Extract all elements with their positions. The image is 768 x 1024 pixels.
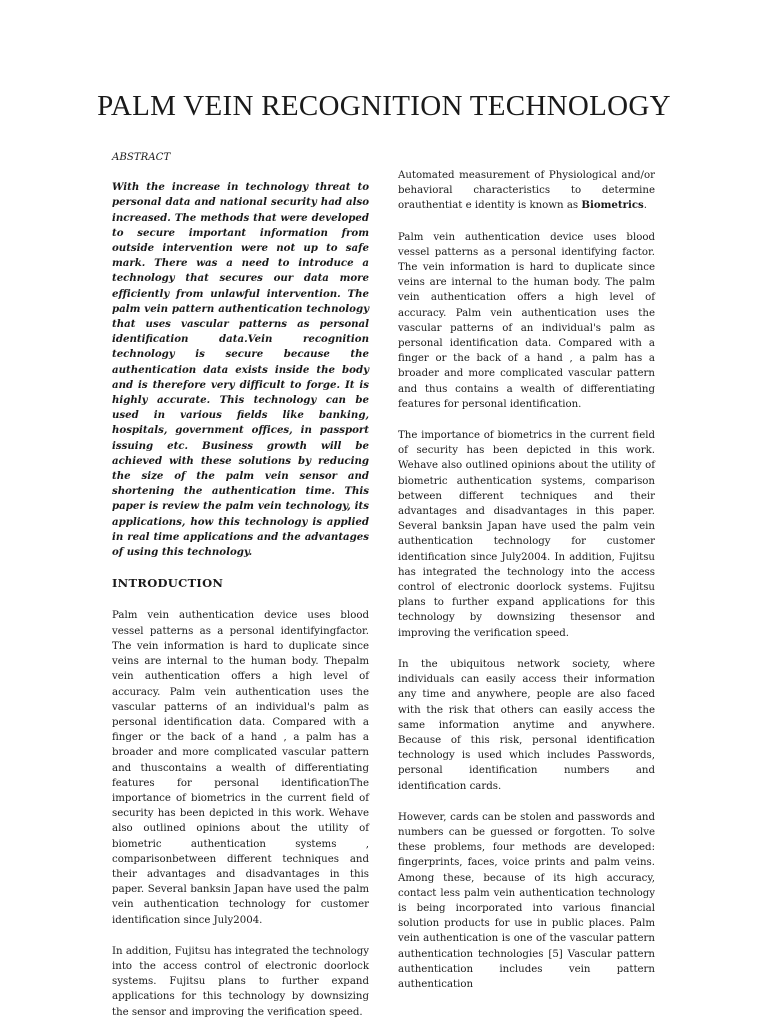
right-paragraph-4: In the ubiquitous network society, where individuals can easily access their information any time and anywhere, people are also faced with the risk that others can easily access the same information anytime and anywhere. Because of this risk, personal identification technology is used which includes Passwords, personal identification numbers and identification cards.	[398, 658, 655, 792]
page-title: PALM VEIN RECOGNITION TECHNOLOGY	[97, 90, 671, 122]
biometrics-definition-text: Automated measurement of Physiological and/or behavioral characteristics to determine orauthentiat e identity is known as	[398, 170, 655, 212]
biometrics-period: .	[643, 200, 648, 212]
abstract-heading: ABSTRACT	[112, 152, 171, 163]
intro-paragraph-2: In addition, Fujitsu has integrated the technology into the access control of electronic doorlock systems. Fujitsu plans to further expand applications for this technology by downsizing the sensor and improving the verification speed.	[112, 945, 369, 1018]
biometrics-term: Biometrics	[581, 199, 644, 212]
biometrics-definition-paragraph	[398, 168, 655, 214]
left-column	[112, 150, 369, 1020]
right-paragraph-3: The importance of biometrics in the current field of security has been depicted in this work. Wehave also outlined opinions about the utility of biometric authentication systems, comparison between different techniques and their advantages and disadvantages in this paper. Several banksin Japan have used the palm vein authentication technology for customer identification since July2004. In addition, Fujitsu has integrated the technology into the access control of electronic doorlock systems. Fujitsu plans to further expand applications for this technology by downsizing thesensor and improving the verification speed.	[398, 430, 655, 639]
abstract-body: With the increase in technology threat to personal data and national security had also increased. The methods that were developed to secure important information from outside intervention were not up to safe mark. There was a need to introduce a technology that secures our data more efficiently from unlawful intervention. The palm vein pattern authentication technology that uses vascular patterns as personal identification data.Vein recognition technology is secure because the authentication data exists inside the body and is therefore very difficult to forge. It is highly accurate. This technology can be used in various fields like banking, hospitals, government offices, in passport issuing etc. Business growth will be achieved with these solutions by reducing the size of the palm vein sensor and shortening the authentication time. This paper is review the palm vein technology, its applications, how this technology is applied in real time applications and the advantages of using this technology.	[112, 181, 369, 559]
intro-paragraph-1: Palm vein authentication device uses blood vessel patterns as a personal identifyingfactor. The vein information is hard to duplicate since veins are internal to the human body. Thepalm vein authentication offers a high level of accuracy. Palm vein authentication uses the vascular patterns of an individual's palm as personal identification data. Compared with a finger or the back of a hand , a palm has a broader and more complicated vascular pattern and thuscontains a wealth of differentiating features for personal identificationThe importance of biometrics in the current field of security has been depicted in this work. Wehave also outlined opinions about the utility of biometric authentication systems , comparisonbetween different techniques and their advantages and disadvantages in this paper. Several banksin Japan have used the palm vein authentication technology for customer identification since July2004.	[112, 610, 369, 926]
introduction-heading: INTRODUCTION	[112, 576, 224, 591]
right-paragraph-5: However, cards can be stolen and passwords and numbers can be guessed or forgotten. To solve these problems, four methods are developed: fingerprints, faces, voice prints and palm veins. Among these, because of its high accuracy, contact less palm vein authentication technology is being incorporated into various financial solution products for use in public places. Palm vein authentication is one of the vascular pattern authentication technologies [5] Vascular pattern authentication includes vein pattern authentication	[398, 811, 655, 990]
right-column	[398, 168, 655, 992]
right-paragraph-2: Palm vein authentication device uses blood vessel patterns as a personal identifying factor. The vein information is hard to duplicate since veins are internal to the human body. The palm vein authentication offers a high level of accuracy. Palm vein authentication uses the vascular patterns of an individual's palm as personal identification data. Compared with a finger or the back of a hand , a palm has a broader and more complicated vascular pattern and thus contains a wealth of differentiating features for personal identification.	[398, 231, 655, 410]
